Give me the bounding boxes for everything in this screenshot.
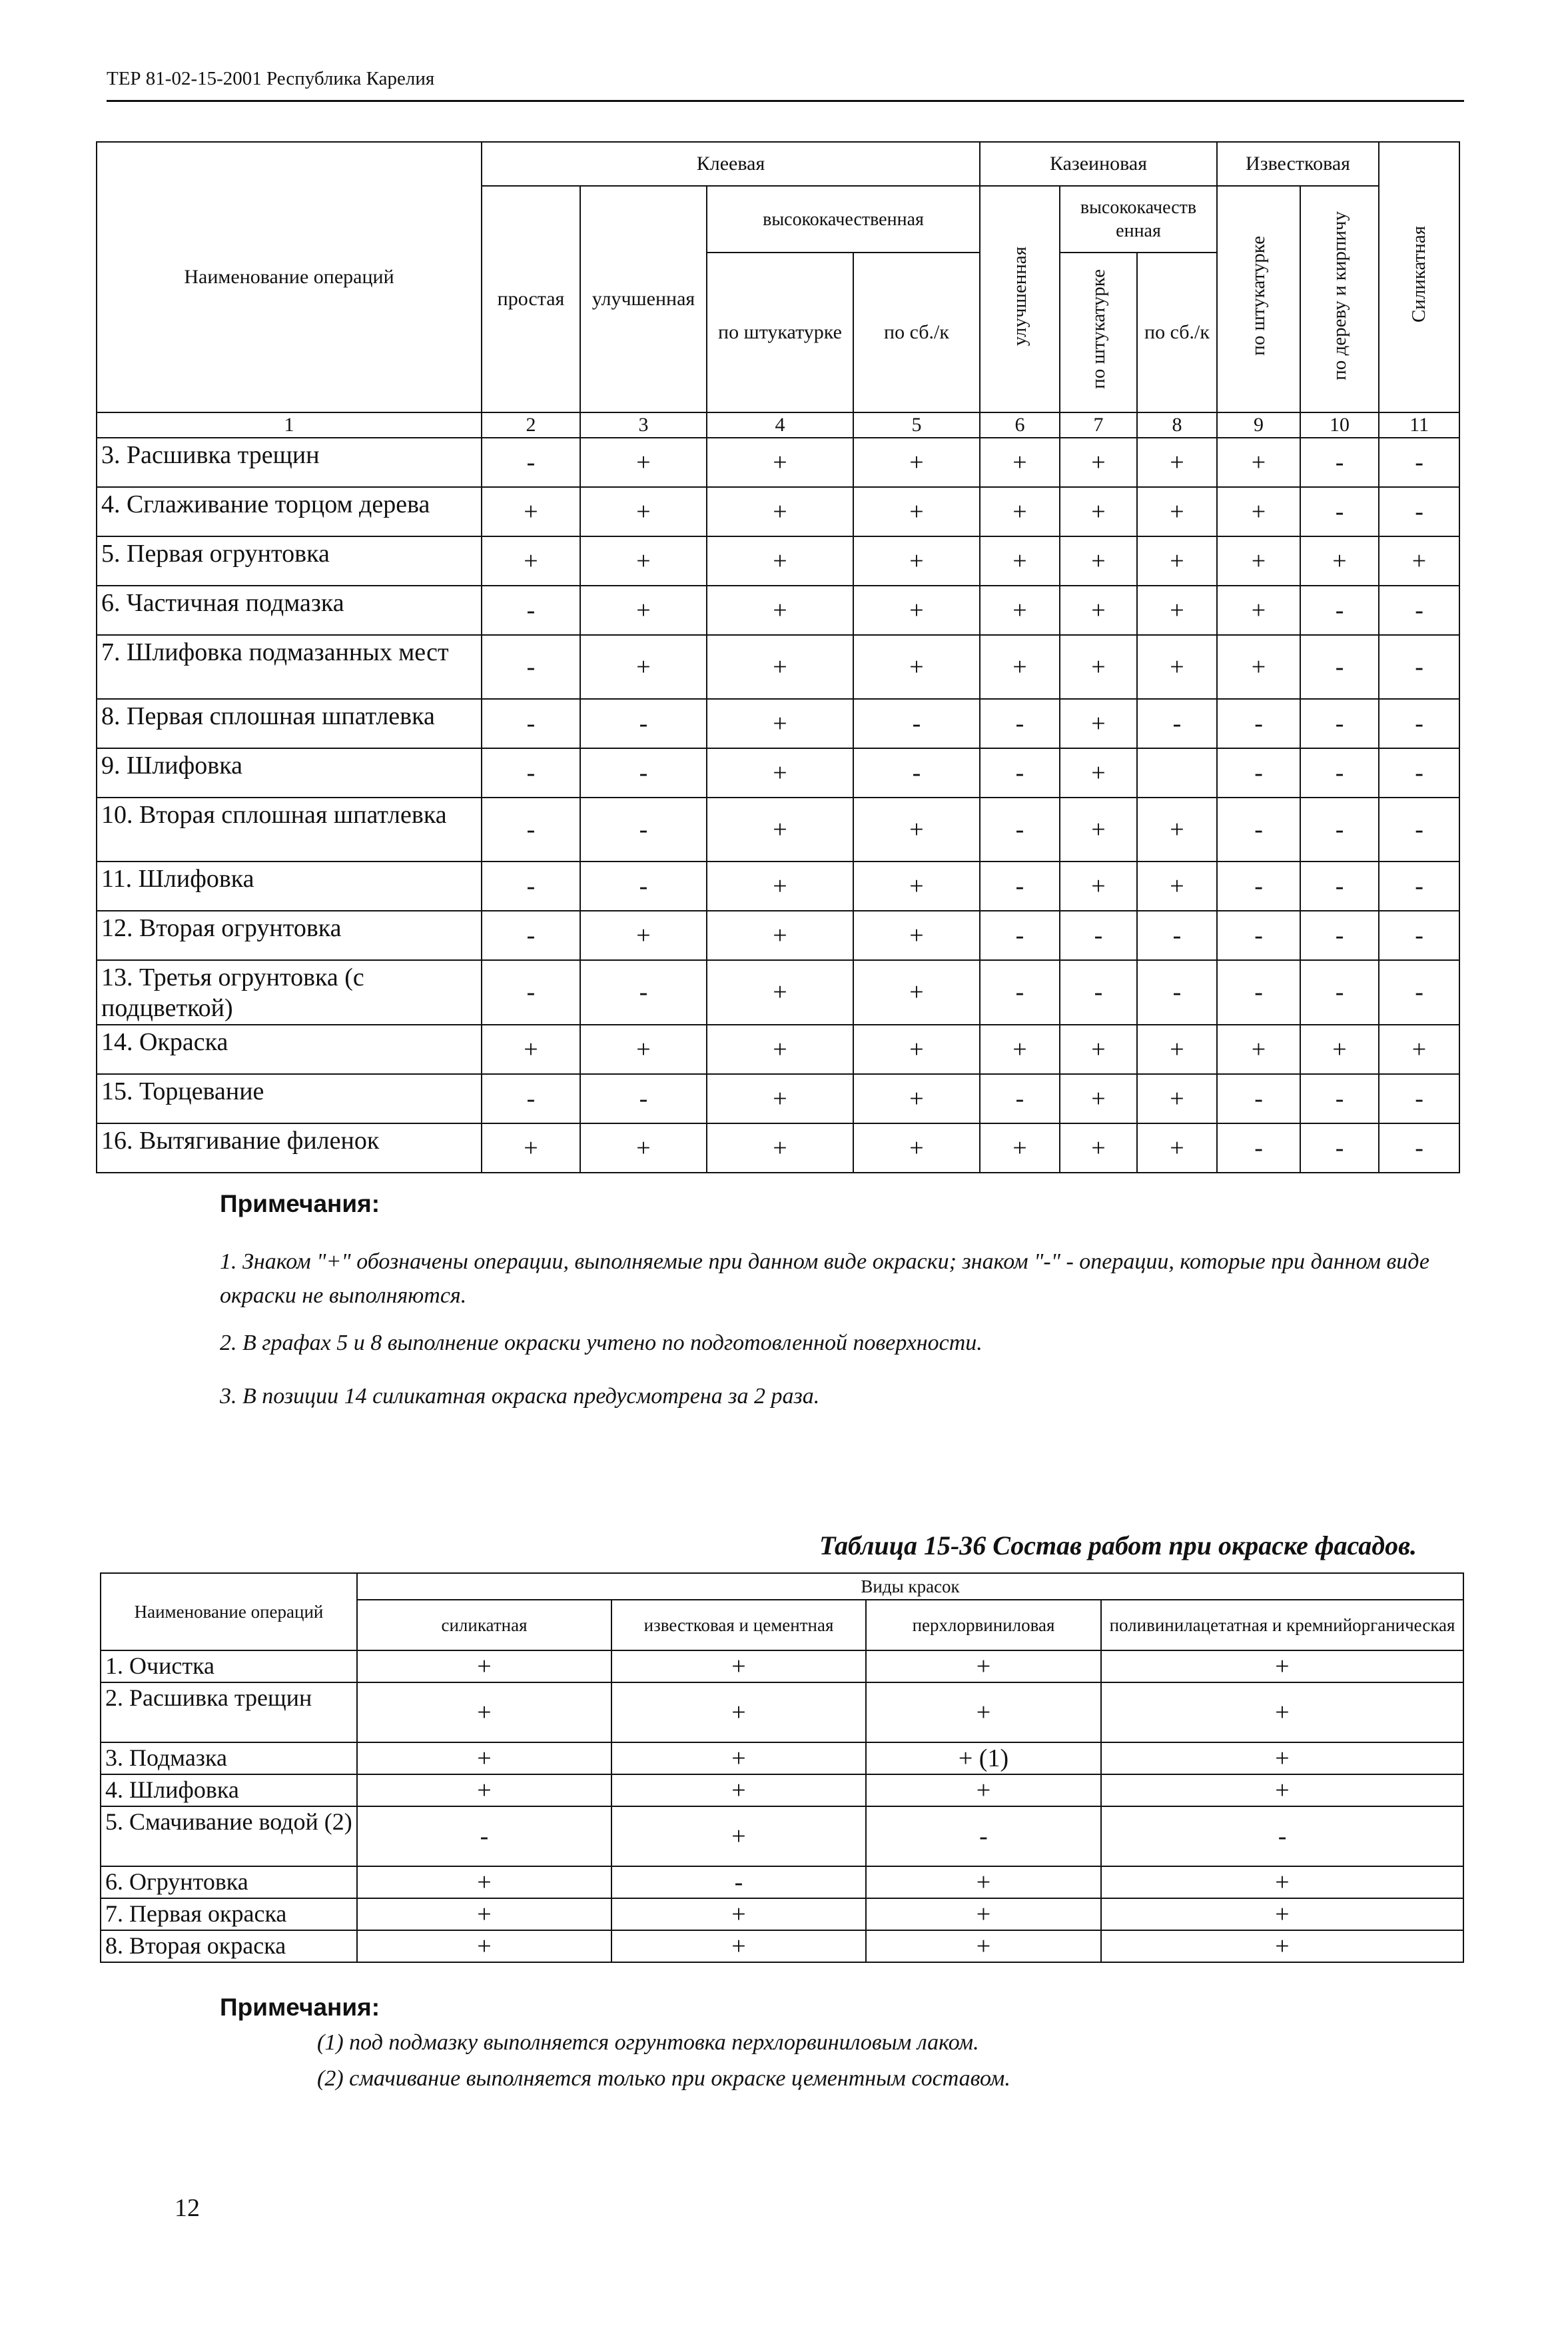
cell-mark: + bbox=[980, 635, 1060, 699]
operation-name: 5. Смачивание водой (2) bbox=[101, 1806, 357, 1866]
table-row bbox=[97, 699, 1459, 748]
cell-mark: + bbox=[1060, 536, 1137, 586]
cell-mark: + bbox=[707, 487, 853, 536]
cell-mark: - bbox=[853, 748, 980, 798]
cell-mark: + bbox=[707, 586, 853, 635]
cell-mark: - bbox=[357, 1806, 611, 1866]
table-row bbox=[97, 487, 1459, 536]
operation-name: 2. Расшивка трещин bbox=[101, 1682, 357, 1742]
cell-mark: + bbox=[611, 1806, 866, 1866]
table2-caption: Таблица 15-36 Состав работ при окраске фасадов. bbox=[819, 1530, 1417, 1560]
cell-mark: + bbox=[1217, 586, 1300, 635]
cell-mark: - bbox=[1379, 798, 1459, 862]
cell-mark: - bbox=[1379, 438, 1459, 487]
cell-mark: + bbox=[611, 1650, 866, 1682]
cell-mark: + bbox=[580, 1123, 707, 1173]
cell-mark: + bbox=[866, 1930, 1101, 1962]
operation-name: 3. Подмазка bbox=[101, 1742, 357, 1774]
cell-mark: + bbox=[1101, 1650, 1463, 1682]
operation-name: 16. Вытягивание филенок bbox=[97, 1123, 482, 1173]
cell-mark: + bbox=[1137, 635, 1217, 699]
operation-name: 12. Вторая огрунтовка bbox=[97, 911, 482, 960]
cell-mark: - bbox=[1217, 748, 1300, 798]
cell-mark: + bbox=[611, 1774, 866, 1806]
cell-mark: + bbox=[980, 536, 1060, 586]
header-operation-name: Наименование операций bbox=[97, 142, 482, 412]
cell-mark: + bbox=[866, 1650, 1101, 1682]
note2-1: (1) под подмазку выполняется огрунтовка перхлорвиниловым лаком. bbox=[317, 2030, 979, 2055]
cell-mark: + bbox=[1060, 586, 1137, 635]
notes2-title: Примечания: bbox=[220, 1994, 380, 2021]
cell-mark: + bbox=[707, 438, 853, 487]
cell-mark: + bbox=[707, 1123, 853, 1173]
cell-mark: + bbox=[611, 1742, 866, 1774]
operation-name: 3. Расшивка трещин bbox=[97, 438, 482, 487]
cell-mark: - bbox=[1379, 586, 1459, 635]
table-row bbox=[97, 1123, 1459, 1173]
cell-mark: + bbox=[707, 862, 853, 911]
cell-mark: + bbox=[853, 536, 980, 586]
cell-mark: - bbox=[580, 748, 707, 798]
table-row bbox=[97, 748, 1459, 798]
cell-mark: + bbox=[482, 487, 580, 536]
cell-mark: - bbox=[1300, 438, 1379, 487]
cell-mark: - bbox=[1379, 862, 1459, 911]
table-row bbox=[101, 1774, 1463, 1806]
operation-name: 14. Окраска bbox=[97, 1025, 482, 1074]
cell-mark: + bbox=[853, 438, 980, 487]
cell-mark: - bbox=[580, 960, 707, 1025]
cell-mark: + bbox=[1300, 1025, 1379, 1074]
t2-header-operation-name: Наименование операций bbox=[101, 1573, 357, 1650]
cell-mark: + bbox=[1217, 635, 1300, 699]
facade-table bbox=[100, 1572, 1464, 1963]
cell-mark: + bbox=[357, 1742, 611, 1774]
cell-mark: + bbox=[1060, 1123, 1137, 1173]
cell-mark: + bbox=[611, 1682, 866, 1742]
cell-mark: + bbox=[980, 438, 1060, 487]
cell-mark: + bbox=[580, 438, 707, 487]
cell-mark: + bbox=[707, 911, 853, 960]
cell-mark: + bbox=[1137, 1123, 1217, 1173]
cell-mark: + bbox=[1060, 748, 1137, 798]
table-row bbox=[97, 536, 1459, 586]
col-num: 9 bbox=[1217, 412, 1300, 438]
cell-mark: + bbox=[980, 487, 1060, 536]
table-row bbox=[97, 862, 1459, 911]
cell-mark: + bbox=[357, 1930, 611, 1962]
cell-mark: - bbox=[611, 1866, 866, 1898]
operation-name: 4. Сглаживание торцом дерева bbox=[97, 487, 482, 536]
header-rule bbox=[107, 100, 1464, 102]
cell-mark: - bbox=[1379, 1074, 1459, 1123]
cell-mark: + bbox=[1101, 1742, 1463, 1774]
cell-mark: + bbox=[980, 1123, 1060, 1173]
cell-mark: - bbox=[1101, 1806, 1463, 1866]
cell-mark: - bbox=[580, 862, 707, 911]
cell-mark: + bbox=[1101, 1930, 1463, 1962]
operation-name: 7. Первая окраска bbox=[101, 1898, 357, 1930]
cell-mark: - bbox=[1060, 911, 1137, 960]
col-num: 8 bbox=[1137, 412, 1217, 438]
cell-mark: + bbox=[1379, 536, 1459, 586]
cell-mark: + bbox=[1379, 1025, 1459, 1074]
table-row bbox=[97, 438, 1459, 487]
cell-mark: + bbox=[866, 1898, 1101, 1930]
cell-mark: + bbox=[707, 1025, 853, 1074]
cell-mark: + bbox=[853, 862, 980, 911]
header-izv-po-derevu: по дереву и кирпичу bbox=[1300, 186, 1379, 412]
operation-name: 15. Торцевание bbox=[97, 1074, 482, 1123]
cell-mark: + bbox=[707, 748, 853, 798]
cell-mark: + bbox=[482, 536, 580, 586]
cell-mark: - bbox=[980, 699, 1060, 748]
table-row bbox=[97, 960, 1459, 1025]
cell-mark: + bbox=[707, 699, 853, 748]
cell-mark: - bbox=[1300, 748, 1379, 798]
operation-name: 8. Вторая окраска bbox=[101, 1930, 357, 1962]
cell-mark: + bbox=[866, 1866, 1101, 1898]
cell-mark: + bbox=[580, 487, 707, 536]
operation-name: 7. Шлифовка подмазанных мест bbox=[97, 635, 482, 699]
operation-name: 6. Частичная подмазка bbox=[97, 586, 482, 635]
col-num: 3 bbox=[580, 412, 707, 438]
cell-mark: + bbox=[707, 536, 853, 586]
cell-mark: - bbox=[1379, 960, 1459, 1025]
col-num: 5 bbox=[853, 412, 980, 438]
cell-mark: + bbox=[1137, 862, 1217, 911]
operation-name: 1. Очистка bbox=[101, 1650, 357, 1682]
col-num: 6 bbox=[980, 412, 1060, 438]
col-num: 7 bbox=[1060, 412, 1137, 438]
header-kazeinovaya: Казеиновая bbox=[980, 142, 1217, 186]
cell-mark: - bbox=[1379, 699, 1459, 748]
cell-mark: - bbox=[1300, 1074, 1379, 1123]
cell-mark: + bbox=[611, 1930, 866, 1962]
cell-mark: + bbox=[1060, 798, 1137, 862]
cell-mark: - bbox=[1300, 862, 1379, 911]
cell-mark: - bbox=[1137, 699, 1217, 748]
cell-mark: + bbox=[853, 1074, 980, 1123]
col-num: 4 bbox=[707, 412, 853, 438]
cell-mark: - bbox=[1379, 911, 1459, 960]
cell-mark: + bbox=[357, 1682, 611, 1742]
header-kaz-uluchshennaya: улучшенная bbox=[980, 186, 1060, 412]
cell-mark: - bbox=[482, 960, 580, 1025]
cell-mark: - bbox=[482, 748, 580, 798]
cell-mark: + bbox=[482, 1123, 580, 1173]
cell-mark bbox=[1137, 748, 1217, 798]
operation-name: 9. Шлифовка bbox=[97, 748, 482, 798]
cell-mark: - bbox=[1379, 635, 1459, 699]
operation-name: 10. Вторая сплошная шпатлевка bbox=[97, 798, 482, 862]
table-row bbox=[97, 911, 1459, 960]
header-izv-po-shtukaturke: по штукатурке bbox=[1217, 186, 1300, 412]
cell-mark: + bbox=[357, 1866, 611, 1898]
column-number-row bbox=[97, 412, 1459, 438]
cell-mark: - bbox=[1300, 911, 1379, 960]
cell-mark: - bbox=[482, 699, 580, 748]
cell-mark: + bbox=[1060, 635, 1137, 699]
t2-header-izvestkovaya: известковая и цементная bbox=[611, 1600, 866, 1650]
cell-mark: + bbox=[853, 911, 980, 960]
cell-mark: - bbox=[980, 862, 1060, 911]
header-izvestkovaya: Известковая bbox=[1217, 142, 1379, 186]
cell-mark: + bbox=[980, 586, 1060, 635]
cell-mark: + bbox=[580, 586, 707, 635]
facade-table-body bbox=[101, 1650, 1463, 1962]
header-uluchshennaya: улучшенная bbox=[580, 186, 707, 412]
cell-mark: + bbox=[482, 1025, 580, 1074]
table-row bbox=[97, 1025, 1459, 1074]
operation-name: 11. Шлифовка bbox=[97, 862, 482, 911]
t2-header-silikatnaya: силикатная bbox=[357, 1600, 611, 1650]
cell-mark: + bbox=[866, 1774, 1101, 1806]
cell-mark: - bbox=[1217, 699, 1300, 748]
table-row bbox=[97, 798, 1459, 862]
cell-mark: + bbox=[1101, 1898, 1463, 1930]
notes-title: Примечания: bbox=[220, 1190, 380, 1217]
operations-table-body bbox=[97, 438, 1459, 1173]
col-num: 11 bbox=[1379, 412, 1459, 438]
cell-mark: - bbox=[1137, 960, 1217, 1025]
cell-mark: - bbox=[980, 1074, 1060, 1123]
header-silikatnaya: Силикатная bbox=[1379, 142, 1459, 412]
cell-mark: + bbox=[1137, 586, 1217, 635]
cell-mark: + bbox=[707, 635, 853, 699]
operation-name: 8. Первая сплошная шпатлевка bbox=[97, 699, 482, 748]
cell-mark: - bbox=[482, 635, 580, 699]
cell-mark: + bbox=[1137, 438, 1217, 487]
cell-mark: - bbox=[1379, 487, 1459, 536]
cell-mark: - bbox=[1300, 798, 1379, 862]
operation-name: 4. Шлифовка bbox=[101, 1774, 357, 1806]
cell-mark: + bbox=[853, 586, 980, 635]
cell-mark: - bbox=[1300, 635, 1379, 699]
header-po-shtukaturke: по штукатурке bbox=[707, 253, 853, 412]
cell-mark: + bbox=[1217, 536, 1300, 586]
table-row bbox=[101, 1806, 1463, 1866]
operation-name: 5. Первая огрунтовка bbox=[97, 536, 482, 586]
cell-mark: - bbox=[1217, 1074, 1300, 1123]
cell-mark: + bbox=[1101, 1682, 1463, 1742]
cell-mark: + bbox=[580, 1025, 707, 1074]
cell-mark: + bbox=[1137, 1074, 1217, 1123]
header-vysokokachestvennaya: высококачественная bbox=[707, 186, 980, 253]
cell-mark: - bbox=[580, 1074, 707, 1123]
table-row bbox=[101, 1742, 1463, 1774]
cell-mark: + bbox=[707, 1074, 853, 1123]
cell-mark: + bbox=[1300, 536, 1379, 586]
cell-mark: + bbox=[1060, 699, 1137, 748]
operation-name: 13. Третья огрунтовка (с подцветкой) bbox=[97, 960, 482, 1025]
cell-mark: + bbox=[1060, 438, 1137, 487]
cell-mark: + bbox=[1060, 1025, 1137, 1074]
table-row bbox=[101, 1930, 1463, 1962]
col-num: 2 bbox=[482, 412, 580, 438]
note-2: 2. В графах 5 и 8 выполнение окраски учтено по подготовленной поверхности. bbox=[220, 1331, 982, 1355]
t2-header-perhlorvinilovaya: перхлорвиниловая bbox=[866, 1600, 1101, 1650]
header-kaz-po-shtukaturke: по штукатурке bbox=[1060, 253, 1137, 412]
header-prostaya: простая bbox=[482, 186, 580, 412]
cell-mark: - bbox=[1217, 960, 1300, 1025]
cell-mark: + bbox=[853, 1123, 980, 1173]
col-num: 1 bbox=[97, 412, 482, 438]
cell-mark: - bbox=[1300, 1123, 1379, 1173]
cell-mark: + bbox=[1137, 487, 1217, 536]
note2-2: (2) смачивание выполняется только при окраске цементным составом. bbox=[317, 2066, 1010, 2091]
cell-mark: - bbox=[1300, 586, 1379, 635]
cell-mark: + (1) bbox=[866, 1742, 1101, 1774]
cell-mark: + bbox=[1217, 1025, 1300, 1074]
cell-mark: + bbox=[853, 487, 980, 536]
cell-mark: - bbox=[980, 911, 1060, 960]
cell-mark: - bbox=[482, 586, 580, 635]
cell-mark: + bbox=[707, 960, 853, 1025]
cell-mark: - bbox=[1300, 487, 1379, 536]
cell-mark: + bbox=[853, 635, 980, 699]
cell-mark: - bbox=[1379, 1123, 1459, 1173]
cell-mark: - bbox=[482, 438, 580, 487]
cell-mark: + bbox=[853, 960, 980, 1025]
cell-mark: - bbox=[1217, 1123, 1300, 1173]
cell-mark: - bbox=[866, 1806, 1101, 1866]
cell-mark: + bbox=[1137, 798, 1217, 862]
running-header: ТЕР 81-02-15-2001 Республика Карелия bbox=[107, 68, 435, 89]
cell-mark: + bbox=[580, 635, 707, 699]
cell-mark: - bbox=[980, 960, 1060, 1025]
cell-mark: - bbox=[580, 798, 707, 862]
cell-mark: - bbox=[1060, 960, 1137, 1025]
header-kaz-vysokokachestvennaya: высококачеств енная bbox=[1060, 186, 1217, 253]
header-po-sbk: по сб./к bbox=[853, 253, 980, 412]
table-row bbox=[97, 635, 1459, 699]
cell-mark: - bbox=[1217, 798, 1300, 862]
cell-mark: - bbox=[980, 798, 1060, 862]
operations-table bbox=[96, 141, 1460, 1173]
cell-mark: - bbox=[482, 798, 580, 862]
cell-mark: - bbox=[853, 699, 980, 748]
t2-header-polivinilacetatnaya: поливинилацетатная и кремнийорганическая bbox=[1101, 1600, 1463, 1650]
cell-mark: - bbox=[1379, 748, 1459, 798]
cell-mark: - bbox=[580, 699, 707, 748]
t2-header-vidy-krasok: Виды красок bbox=[357, 1573, 1463, 1600]
cell-mark: - bbox=[1300, 699, 1379, 748]
cell-mark: - bbox=[1217, 862, 1300, 911]
cell-mark: + bbox=[1137, 1025, 1217, 1074]
cell-mark: + bbox=[611, 1898, 866, 1930]
table-row bbox=[97, 586, 1459, 635]
cell-mark: - bbox=[1217, 911, 1300, 960]
cell-mark: + bbox=[866, 1682, 1101, 1742]
table-row bbox=[101, 1866, 1463, 1898]
cell-mark: + bbox=[357, 1650, 611, 1682]
header-kleevaya: Клеевая bbox=[482, 142, 980, 186]
cell-mark: + bbox=[1137, 536, 1217, 586]
header-kaz-po-sbk: по сб./к bbox=[1137, 253, 1217, 412]
cell-mark: - bbox=[1137, 911, 1217, 960]
operation-name: 6. Огрунтовка bbox=[101, 1866, 357, 1898]
cell-mark: + bbox=[1217, 438, 1300, 487]
cell-mark: - bbox=[482, 862, 580, 911]
cell-mark: - bbox=[980, 748, 1060, 798]
cell-mark: + bbox=[580, 911, 707, 960]
cell-mark: + bbox=[1217, 487, 1300, 536]
cell-mark: + bbox=[1060, 1074, 1137, 1123]
cell-mark: + bbox=[1101, 1774, 1463, 1806]
cell-mark: + bbox=[1060, 487, 1137, 536]
cell-mark: + bbox=[357, 1774, 611, 1806]
cell-mark: + bbox=[580, 536, 707, 586]
col-num: 10 bbox=[1300, 412, 1379, 438]
cell-mark: + bbox=[1060, 862, 1137, 911]
cell-mark: - bbox=[1300, 960, 1379, 1025]
table-row bbox=[101, 1682, 1463, 1742]
cell-mark: + bbox=[853, 1025, 980, 1074]
table-row bbox=[97, 1074, 1459, 1123]
cell-mark: - bbox=[482, 911, 580, 960]
cell-mark: + bbox=[1101, 1866, 1463, 1898]
page-number: 12 bbox=[175, 2194, 200, 2222]
cell-mark: + bbox=[980, 1025, 1060, 1074]
cell-mark: + bbox=[357, 1898, 611, 1930]
cell-mark: + bbox=[853, 798, 980, 862]
cell-mark: + bbox=[707, 798, 853, 862]
note-3: 3. В позиции 14 силикатная окраска предусмотрена за 2 раза. bbox=[220, 1384, 820, 1409]
note-1: 1. Знаком "+" обозначены операции, выполняемые при данном виде окраски; знаком "-" - операции, которые при данном виде окраски не выполняются. bbox=[220, 1249, 1429, 1308]
table-row bbox=[101, 1898, 1463, 1930]
cell-mark: - bbox=[482, 1074, 580, 1123]
table-row bbox=[101, 1650, 1463, 1682]
